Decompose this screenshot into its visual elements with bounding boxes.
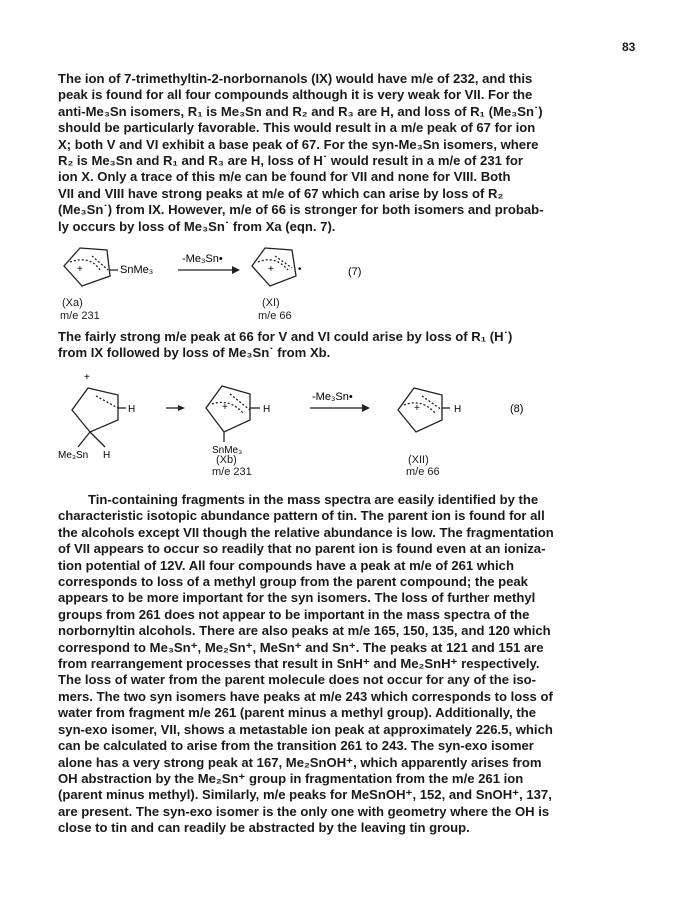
text-line: appears to be more important for the syn isomers. The loss of further methyl xyxy=(58,590,536,606)
text-line: X; both V and VI exhibit a base peak of 67. For the syn-Me₃Sn isomers, where xyxy=(58,136,539,152)
product-xii-structure xyxy=(398,388,450,432)
text-line: alone has a very strong peak at 167, Me₂SnOH⁺, which apparently arises from xyxy=(58,754,542,770)
product-h: H xyxy=(454,404,462,415)
text-line: from rearrangement processes that result in SnH⁺ and Me₂SnH⁺ respectively. xyxy=(58,656,540,672)
text-line: Tin-containing fragments in the mass spectra are easily identified by the xyxy=(88,492,539,507)
radical-dot: • xyxy=(298,264,302,275)
arrowhead xyxy=(362,404,370,412)
text-line: are present. The syn-exo isomer is the only one with geometry where the OH is xyxy=(58,803,550,819)
text-line: The fairly strong m/e peak at 66 for V and VI could arise by loss of R₁ (H˙) xyxy=(58,329,513,344)
text-line: close to tin and can readily be abstracted by the leaving tin group. xyxy=(58,820,470,836)
equation-number-8: (8) xyxy=(510,403,524,415)
reactant-plus: + xyxy=(77,264,83,275)
text-line: ly occurs by loss of Me₃Sn˙ from Xa (eqn. 7). xyxy=(58,218,336,234)
text-line: ion X. Only a trace of this m/e can be found for VII and none for VIII. Both xyxy=(58,169,511,185)
text-line: norbornyltin alcohols. There are also peaks at m/e 165, 150, 135, and 120 which xyxy=(58,623,551,639)
middle-name: (Xb) xyxy=(216,454,237,466)
text-line: can be calculated to arise from the transition 261 to 243. The syn-exo isomer xyxy=(58,738,534,754)
text-line: tion potential of 12V. All four compounds have a peak at m/e of 261 which xyxy=(58,557,514,573)
text-line: (parent minus methyl). Similarly, m/e peaks for MeSnOH⁺, 152, and SnOH⁺, 137, xyxy=(58,787,552,803)
text-line: VII and VIII have strong peaks at m/e of 67 which can arise by loss of R₂ xyxy=(58,185,504,201)
text-line: The loss of water from the parent molecule does not occur for any of the iso- xyxy=(58,672,536,688)
text-line: peak is found for all four compounds although it is very weak for VII. For the xyxy=(58,87,533,103)
product-plus: + xyxy=(414,403,420,414)
text-line: of VII appears to occur so readily that no parent ion is found even at an ioniza- xyxy=(58,541,546,557)
middle-h: H xyxy=(263,404,271,415)
arrow-label: -Me₃Sn• xyxy=(312,391,353,403)
text-line: OH abstraction by the Me₂Sn⁺ group in fragmentation from the m/e 261 ion xyxy=(58,770,524,786)
middle-snme3: SnMe₃ xyxy=(212,445,243,456)
text-line: The ion of 7-trimethyltin-2-norbornanols (IX) would have m/e of 232, and this xyxy=(58,71,533,86)
left-structure xyxy=(72,388,126,447)
text-line: from IX followed by loss of Me₃Sn˙ from Xb. xyxy=(58,345,331,361)
product-plus: + xyxy=(268,264,274,275)
paragraph-3 xyxy=(58,492,625,837)
middle-plus: + xyxy=(222,402,228,413)
reactant-group-label: SnMe₃ xyxy=(120,264,154,276)
text-line: R₂ is Me₃Sn and R₁ and R₃ are H, loss of H˙ would result in a m/e of 231 for xyxy=(58,153,523,169)
text-line: water from fragment m/e 261 (parent minus a methyl group). Additionally, the xyxy=(58,705,536,721)
text-line: anti-Me₃Sn isomers, R₁ is Me₃Sn and R₂ and R₃ are H, and loss of R₁ (Me₃Sn˙) xyxy=(58,103,543,119)
product-mass: m/e 66 xyxy=(258,310,292,322)
left-h: H xyxy=(128,404,136,415)
reactant-mass: m/e 231 xyxy=(60,310,100,322)
product-name: (XI) xyxy=(262,297,280,309)
text-line: (Me₃Sn˙) from IX. However, m/e of 66 is stronger for both isomers and probab- xyxy=(58,202,544,218)
text-line: groups from 261 does not appear to be important in the mass spectra of the xyxy=(58,606,530,622)
text-line: syn-exo isomer, VII, shows a metastable ion peak at approximately 226.5, which xyxy=(58,721,553,737)
text-line: correspond to Me₃Sn⁺, Me₂Sn⁺, MeSn⁺ and Sn⁺. The peaks at 121 and 151 are xyxy=(58,639,544,655)
left-plus: + xyxy=(84,372,90,383)
middle-mass: m/e 231 xyxy=(212,466,252,478)
arrow-label: -Me₃Sn• xyxy=(182,253,223,265)
text-line: corresponds to loss of a methyl group from the parent compound; the peak xyxy=(58,574,528,590)
equation-number-7: (7) xyxy=(348,266,362,278)
left-h2: H xyxy=(103,450,111,461)
product-mass: m/e 66 xyxy=(406,466,440,478)
reactant-name: (Xa) xyxy=(62,297,83,309)
middle-xb-structure xyxy=(206,386,260,442)
left-me3sn: Me₃Sn xyxy=(58,450,89,461)
text-line: should be particularly favorable. This would result in a m/e peak of 67 for ion xyxy=(58,120,536,136)
arrowhead xyxy=(178,405,185,411)
page-number: 83 xyxy=(622,40,636,54)
product-name: (XII) xyxy=(408,454,429,466)
text-line: the alcohols except VII though the relative abundance is low. The fragmentation xyxy=(58,524,554,540)
text-line: characteristic isotopic abundance pattern of tin. The parent ion is found for all xyxy=(58,508,545,524)
text-line: mers. The two syn isomers have peaks at m/e 243 which corresponds to loss of xyxy=(58,688,553,704)
